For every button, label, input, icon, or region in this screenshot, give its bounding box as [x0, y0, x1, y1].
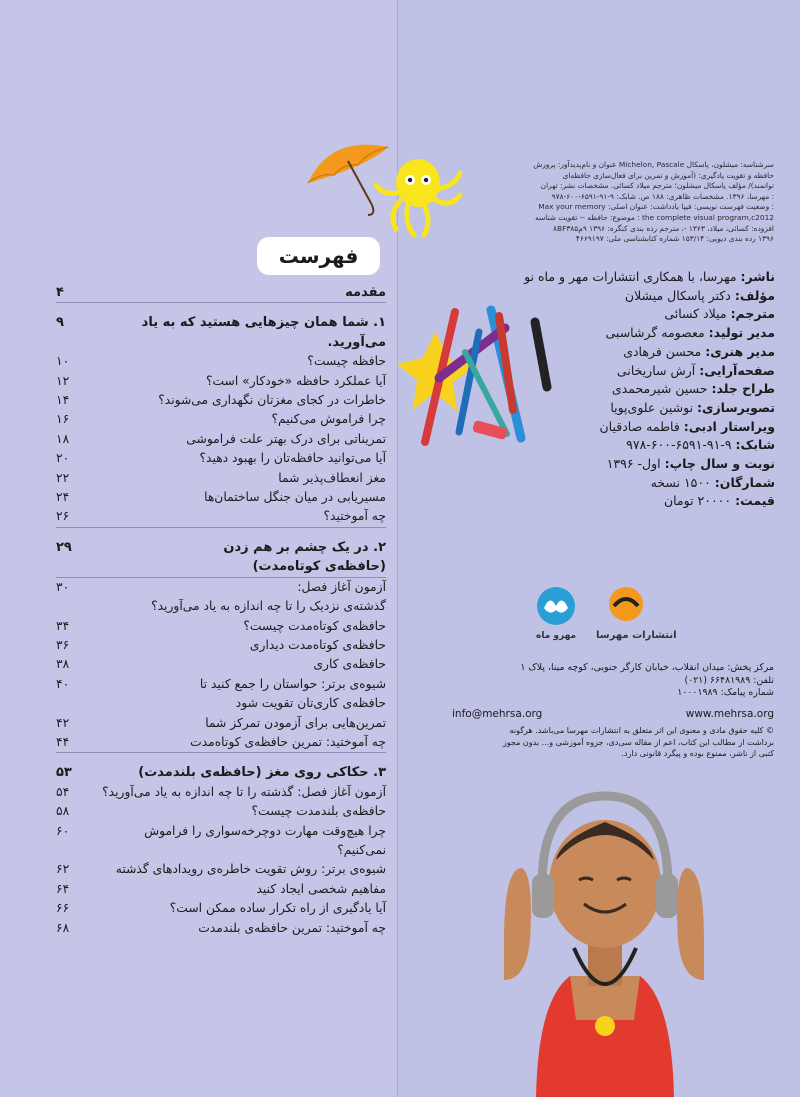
toc-entry-page: ۲۲ — [56, 470, 70, 485]
toc-entry-title: تمرین‌هایی برای آزمودن تمرکز شما — [205, 715, 386, 730]
toc-entry-title: شیوه‌ی برتر: حواستان را جمع کنید تا حافظه‌ی کاری‌تان تقویت شود — [199, 676, 386, 711]
credit-line — [530, 380, 775, 399]
toc-entry-page: ۶۲ — [56, 862, 70, 877]
toc-entry[interactable] — [56, 899, 386, 918]
credit-value: میلاد کسائی — [664, 306, 731, 322]
credits-list — [524, 268, 775, 511]
toc-entry[interactable] — [56, 880, 386, 899]
toc-entry[interactable] — [56, 617, 386, 636]
credit-value: آرش ساریخانی — [616, 362, 700, 378]
toc-entry-title: حافظه چیست؟ — [307, 354, 386, 369]
toc-title: فهرست — [257, 237, 380, 275]
toc-entry-title: چرا فراموش می‌کنیم؟ — [271, 412, 386, 427]
partner-logo — [532, 586, 582, 628]
toc-entry[interactable] — [56, 507, 386, 526]
contact-info — [452, 708, 774, 720]
credit-line — [530, 474, 775, 493]
toc-entry-title: ۳. حکاکی روی مغز (حافظه‌ی بلندمدت) — [138, 765, 386, 781]
toc-entry-page: ۶۴ — [56, 881, 70, 896]
credit-label: مدیر تولید: — [708, 325, 775, 341]
toc-entry[interactable] — [56, 655, 386, 674]
toc-entry-page: ۳۸ — [56, 657, 70, 672]
credit-label: مترجم: — [730, 306, 775, 322]
toc-entry-page: ۳۰ — [56, 579, 70, 594]
toc-entry-page: ۵۴ — [56, 784, 70, 799]
credit-line — [530, 305, 775, 324]
octopus-icon — [376, 159, 460, 235]
toc-gap — [56, 753, 386, 763]
credit-label: صفحه‌آرایی: — [699, 362, 775, 378]
credit-value: نوشین علوی‌پویا — [610, 399, 698, 415]
toc-entry-page: ۴۰ — [56, 676, 70, 691]
toc-entry-title: چه آموختید؟ — [323, 509, 386, 524]
toc-entry-title: ۱. شما همان چیزهایی هستید که به یاد می‌آورید. — [141, 315, 386, 350]
toc-chapter[interactable] — [56, 313, 386, 352]
toc-entry-title: آزمون آغاز فصل: گذشته‌ی نزدیک را تا چه اندازه به یاد می‌آورید؟ — [151, 579, 386, 614]
toc-entry[interactable] — [56, 783, 386, 802]
toc-entry-page: ۶۰ — [56, 823, 70, 838]
toc-entry-title: چه آموختید: تمرین حافظه‌ی بلندمدت — [198, 920, 386, 935]
credit-value: معصومه گرشاسبی — [605, 325, 709, 341]
toc-entry-title: حافظه‌ی کاری — [313, 657, 386, 672]
toc-entry-page: ۳۶ — [56, 637, 70, 652]
umbrella-icon — [308, 145, 388, 215]
toc-entry-page: ۵۸ — [56, 804, 70, 819]
credit-label: قیمت: — [735, 493, 775, 509]
toc-entry[interactable] — [56, 822, 386, 861]
toc-entry-page: ۱۶ — [56, 412, 70, 427]
credit-line — [524, 268, 775, 287]
email-link[interactable]: info@mehrsa.org — [452, 708, 543, 720]
toc-entry-title: مقدمه — [345, 285, 386, 300]
credit-value: حسین شیرمحمدی — [611, 381, 712, 397]
copyright-notice: © کلیه حقوق مادی و معنوی این اثر متعلق به انتشارات مهرسا می‌باشد. هرگونه برداشت از مطالب این کتاب، اعم از مقاله سی‌دی، جزوه آموزشی و... بدون مجوز کتبی از ناشر، ممنوع بوده و پیگرد قانونی دارد. — [502, 726, 774, 759]
toc-entry-page: ۴۴ — [56, 734, 70, 749]
toc-entry-title: شیوه‌ی برتر: روش تقویت خاطره‌ی رویدادهای گذشته — [115, 862, 386, 877]
toc-entry-title: حافظه‌ی بلندمدت چیست؟ — [251, 804, 386, 819]
toc-entry-page: ۳۴ — [56, 618, 70, 633]
toc-entry-title: آیا می‌توانید حافظه‌تان را بهبود دهید؟ — [199, 451, 386, 466]
toc-entry[interactable] — [56, 352, 386, 371]
toc-entry-page: ۲۹ — [56, 539, 72, 555]
toc-entry[interactable] — [56, 714, 386, 733]
toc-entry[interactable] — [56, 578, 386, 617]
toc-entry-title: آیا عملکرد حافظه «خودکار» است؟ — [205, 373, 386, 388]
toc-entry[interactable] — [56, 733, 386, 752]
credit-line — [530, 399, 775, 418]
toc-entry-page: ۱۰ — [56, 354, 70, 369]
credit-value: ۱۵۰۰ نسخه — [650, 474, 715, 490]
toc-entry-title: آیا یادگیری از راه تکرار ساده ممکن است؟ — [169, 901, 386, 916]
publisher-logo — [604, 584, 664, 624]
credit-value: اول- ۱۳۹۶ — [606, 456, 665, 472]
toc-entry[interactable] — [56, 802, 386, 821]
toc-chapter[interactable] — [56, 763, 386, 782]
credit-line — [530, 455, 775, 474]
person-headphones-illustration — [464, 780, 744, 1097]
credit-line — [530, 343, 775, 362]
credit-label: طراح جلد: — [711, 381, 775, 397]
toc-entry-title: مفاهیم شخصی ایجاد کنید — [256, 881, 386, 896]
credit-line — [530, 287, 775, 306]
toc-entry-page: ۲۰ — [56, 451, 70, 466]
toc-entry[interactable] — [56, 391, 386, 410]
toc-entry[interactable] — [56, 636, 386, 655]
toc-list — [56, 283, 386, 938]
credit-label: شمارگان: — [714, 474, 775, 490]
distribution-address: مرکز پخش: میدان انقلاب، خیابان کارگر جنوبی، کوچه مینا، پلاک ۱ تلفن: ۶۶۴۸۱۹۸۹ (۰۲۱) شماره پیامک: ۱۰۰۰۱۹۸۹ — [520, 662, 774, 699]
toc-entry-page: ۲۴ — [56, 490, 70, 505]
website-link[interactable]: www.mehrsa.org — [685, 708, 774, 720]
credit-line — [530, 436, 775, 455]
toc-entry-page: ۶۶ — [56, 901, 70, 916]
credit-value: ۹-۹۱-۶۵۹۱-۶۰۰-۹۷۸ — [626, 437, 736, 453]
toc-entry-title: چرا هیچ‌وقت مهارت دوچرخه‌سواری را فراموش نمی‌کنیم؟ — [144, 823, 386, 857]
credit-line — [530, 324, 775, 343]
toc-entry[interactable] — [56, 372, 386, 391]
toc-entry[interactable] — [56, 449, 386, 468]
toc-chapter[interactable] — [56, 283, 386, 302]
toc-entry-title: حافظه‌ی کوتاه‌مدت دیداری — [249, 637, 386, 652]
toc-entry-page: ۱۴ — [56, 393, 70, 408]
credit-label: نوبت و سال چاپ: — [664, 456, 775, 472]
toc-entry-page: ۱۸ — [56, 431, 70, 446]
toc-entry-page: ۲۶ — [56, 509, 70, 524]
toc-gap — [56, 303, 386, 313]
credit-value: مهرسا، با همکاری انتشارات مهر و ماه نو — [524, 269, 741, 284]
credit-value: محسن فرهادی — [623, 343, 706, 359]
toc-entry[interactable] — [56, 675, 386, 714]
toc-entry-page: ۱۲ — [56, 373, 70, 388]
toc-entry-title: چه آموختید: تمرین حافظه‌ی کوتاه‌مدت — [190, 734, 386, 749]
credit-label: ویراستار ادبی: — [683, 418, 775, 434]
pens-illustration — [395, 292, 555, 452]
toc-entry-title: مغز انعطاف‌پذیر شما — [278, 470, 386, 485]
toc-gap — [56, 528, 386, 538]
toc-entry-page: ۹ — [56, 315, 64, 331]
toc-entry[interactable] — [56, 469, 386, 488]
umbrella-octopus-illustration — [300, 125, 470, 245]
cataloging-info: سرشناسه: میشلون، پاسکال Michelon, Pascale عنوان و نام‌پدیدآور: پرورش حافظه و تقویت یادگیری: (آموزش و تمرین برای فعال‌سازی حافظه‌ای توانمند)/ مؤلف پاسکال میشلون؛ مترجم میلاد کسائی. مشخصات نشر: تهران : مهرسا، ۱۳۹۶. مشخصات ظاهری: ۱۸۸ ص. شابک: ۹-۹۱-۶۵۹۱-۶۰۰-۹۷۸ : وضعیت فهرست نویسی: فیپا یادداشت: عنوان اصلی: Max your memory the complete visual program,c2012 : موضوع: حافظه -- تقویت شناسه افزوده: کسائی، میلاد، ۱۳۶۳ -، مترجم رده بندی کنگره: ۱۳۹۶ ۹م۸BF۳۸۵ ۱۳۹۶ رده بندی دیویی: ۱۵۳/۱۴ شماره کتابشناسی ملی: ۴۶۶۹۱۹۷ — [533, 160, 774, 244]
toc-entry-page: ۴۲ — [56, 715, 70, 730]
toc-entry-title: حافظه‌ی کوتاه‌مدت چیست؟ — [243, 618, 386, 633]
toc-entry[interactable] — [56, 430, 386, 449]
credit-line — [530, 362, 775, 381]
credit-value: ۲۰۰۰۰ تومان — [663, 493, 736, 509]
toc-entry-title: ۲. در یک چشم بر هم زدن (حافظه‌ی کوتاه‌مدت) — [223, 539, 386, 575]
credit-line — [530, 418, 775, 437]
publisher-logo-text: انتشارات مهرسا — [596, 630, 677, 641]
credit-label: شابک: — [735, 437, 775, 453]
toc-entry-title: تمریناتی برای درک بهتر علت فراموشی — [186, 431, 386, 446]
toc-entry-page: ۶۸ — [56, 920, 70, 935]
partner-logo-text: مهرو ماه — [536, 631, 577, 641]
toc-entry-title: خاطرات در کجای مغزتان نگهداری می‌شوند؟ — [158, 393, 386, 408]
credit-line — [530, 492, 775, 511]
credit-label: مؤلف: — [734, 287, 775, 303]
toc-entry[interactable] — [56, 410, 386, 429]
toc-entry[interactable] — [56, 488, 386, 507]
credit-value: دکتر پاسکال میشلان — [624, 287, 735, 303]
credit-value: فاطمه صادقیان — [599, 418, 684, 434]
toc-entry-page: ۵۳ — [56, 765, 72, 781]
credit-label: تصویرسازی: — [697, 399, 775, 415]
credit-label: مدیر هنری: — [705, 343, 775, 359]
toc-chapter[interactable] — [56, 538, 386, 577]
toc-entry-title: مسیریابی در میان جنگل ساختمان‌ها — [204, 490, 386, 505]
toc-entry-title: آزمون آغاز فصل: گذشته را تا چه اندازه به یاد می‌آورید؟ — [102, 784, 386, 799]
credit-label: ناشر: — [740, 269, 775, 284]
toc-entry[interactable] — [56, 860, 386, 879]
toc-entry-page: ۴ — [56, 285, 64, 300]
toc-entry[interactable] — [56, 919, 386, 938]
